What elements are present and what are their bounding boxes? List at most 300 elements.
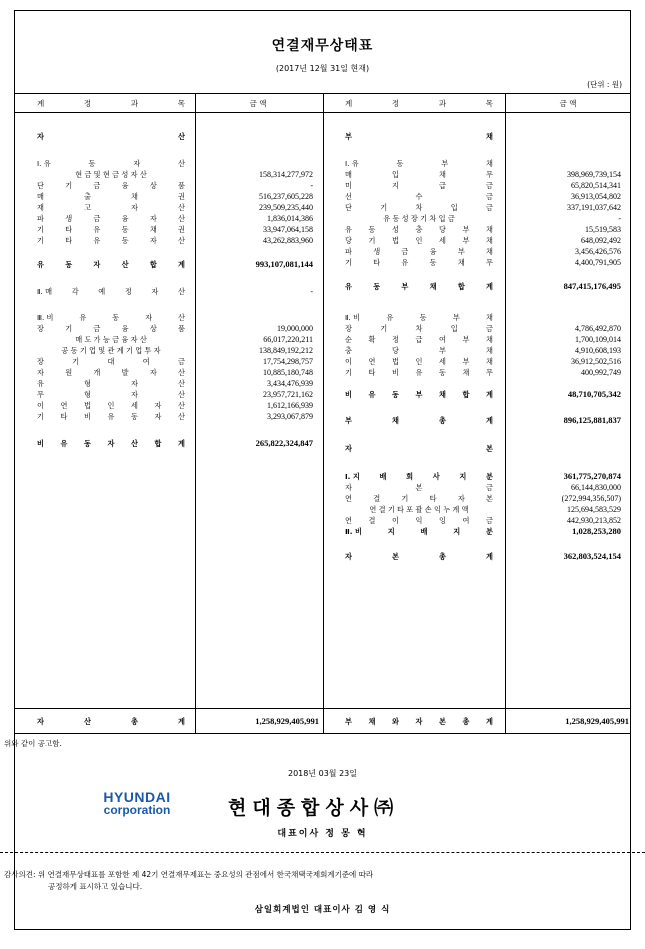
label-char: 타 xyxy=(60,412,68,421)
label-char: 타 xyxy=(65,225,73,234)
label-char: 개 xyxy=(93,368,101,377)
label-char: 자 xyxy=(37,132,44,141)
label-char: 동 xyxy=(396,159,404,168)
left-row-amount: - xyxy=(310,287,313,296)
label-char: 금 xyxy=(93,324,101,333)
label-char: Ⅱ. 비 xyxy=(345,313,361,322)
label-char: 산 xyxy=(178,236,185,245)
label-char: 부 xyxy=(345,717,352,726)
label-char: 산 xyxy=(178,203,185,212)
label-char: 법 xyxy=(392,236,399,245)
label-char: 채 xyxy=(462,368,470,377)
left-row-label xyxy=(37,438,185,449)
label-char: 유 xyxy=(107,412,115,421)
label-char: 연 결 기 타 포 괄 손 익 누 계 액 xyxy=(369,505,469,514)
left-row-label xyxy=(37,378,185,389)
label-char: 대 xyxy=(107,357,115,366)
label-char: 유 xyxy=(401,258,409,267)
label-char: 산 xyxy=(178,401,185,410)
label-char: 품 xyxy=(178,181,185,190)
left-row-label xyxy=(37,180,185,191)
label-char: 계 xyxy=(486,282,493,291)
label-char: 연 xyxy=(368,357,376,366)
label-char: Ⅲ. 비 xyxy=(37,313,54,322)
label-char: 금 xyxy=(178,357,185,366)
label-char: 원 xyxy=(65,368,73,377)
label-char: 배 xyxy=(420,527,428,536)
hyundai-corporation-logo xyxy=(82,791,192,817)
left-row-amount: 516,237,605,228 xyxy=(259,192,313,201)
left-row-amount: 3,293,067,879 xyxy=(267,412,313,421)
audit-opinion-line1: 감사의견: 위 연결재무상태표를 포함한 제 42기 연결재무제표는 중요성의 관점에서 한국채택국제회계기준에 따라 xyxy=(4,870,374,879)
label-char: 자 xyxy=(149,214,157,223)
label-char: 당 xyxy=(439,225,446,234)
left-row-amount: 17,754,298,757 xyxy=(263,357,313,366)
label-char: 단 xyxy=(345,203,352,212)
label-char: 공 동 기 업 및 관 계 기 업 투 자 xyxy=(61,346,161,355)
label-char: 생 xyxy=(65,214,73,223)
label-char: 비 xyxy=(84,412,91,421)
left-row-amount: 66,017,220,211 xyxy=(263,335,313,344)
label-char: 무 xyxy=(486,170,493,179)
label-char: 세 xyxy=(131,401,138,410)
right-row-label xyxy=(345,246,493,257)
label-char: 분 xyxy=(486,527,493,536)
label-char: 기 xyxy=(380,324,388,333)
right-row-label xyxy=(345,443,493,454)
right-row-label xyxy=(345,345,493,356)
label-char: 자 xyxy=(345,483,352,492)
label-char: 순 xyxy=(345,335,352,344)
label-char: 자 xyxy=(415,717,423,726)
label-char: 인 xyxy=(107,401,115,410)
left-row-label xyxy=(37,158,185,169)
label-char: 부 xyxy=(462,236,470,245)
document-date-subtitle: (2017년 12월 31일 현재) xyxy=(275,64,370,73)
publication-note: 위와 같이 공고함. xyxy=(4,739,62,748)
label-char: 동 xyxy=(368,225,376,234)
label-char: 연 xyxy=(345,494,352,503)
right-row-amount: 400,992,749 xyxy=(581,368,621,377)
left-row-label xyxy=(37,323,185,334)
label-char: 목 xyxy=(177,99,185,108)
left-row-amount: 19,000,000 xyxy=(277,324,313,333)
right-row-amount: 4,400,791,905 xyxy=(575,258,621,267)
label-char: 지 xyxy=(392,181,399,190)
right-row-amount: - xyxy=(618,214,621,223)
left-row-amount: 239,509,235,440 xyxy=(259,203,313,212)
label-char: 발 xyxy=(121,368,129,377)
label-char: 산 xyxy=(178,313,185,322)
unit-label: (단위 : 원) xyxy=(587,80,622,89)
label-char: 채 xyxy=(439,170,446,179)
label-char: 인 xyxy=(415,236,423,245)
label-char: 법 xyxy=(84,401,91,410)
label-char: 동 xyxy=(419,313,427,322)
label-char: 채 xyxy=(131,192,138,201)
label-char: 계 xyxy=(37,99,45,108)
label-char: 출 xyxy=(84,192,91,201)
label-char: 동 xyxy=(373,282,381,291)
right-row-label xyxy=(345,526,493,537)
label-char: 기 xyxy=(72,357,80,366)
label-char: 총 xyxy=(131,717,138,726)
right-row-label xyxy=(345,334,493,345)
label-char: 계 xyxy=(486,552,493,561)
label-char: 성 xyxy=(392,225,399,234)
label-char: 채 xyxy=(392,416,399,425)
label-char: 급 xyxy=(439,181,446,190)
label-char: 채 xyxy=(486,346,493,355)
label-char: 지 xyxy=(459,472,467,481)
label-char: 금 xyxy=(486,203,493,212)
right-row-label xyxy=(345,131,493,142)
label-char: 자 xyxy=(131,390,138,399)
right-row-amount: 36,913,054,802 xyxy=(571,192,621,201)
label-char: 동 xyxy=(121,225,129,234)
label-char: 자 xyxy=(149,236,157,245)
left-row-amount: 43,262,883,960 xyxy=(263,236,313,245)
label-char: 급 xyxy=(415,335,423,344)
label-char: 부 xyxy=(462,335,470,344)
label-char: 유 xyxy=(415,368,423,377)
left-row-label xyxy=(37,400,185,411)
right-row-label xyxy=(345,471,493,482)
label-char: 당 xyxy=(345,236,352,245)
label-char: 유 xyxy=(93,236,101,245)
label-char: 총 xyxy=(439,552,446,561)
label-char: 동 xyxy=(112,313,120,322)
right-row-label xyxy=(345,504,493,515)
left-row-label xyxy=(37,389,185,400)
label-char: 산 xyxy=(131,439,138,448)
label-char: 매 도 가 능 금 융 자 산 xyxy=(75,335,147,344)
label-char: 정 xyxy=(83,99,92,108)
left-row-amount: 265,822,324,847 xyxy=(255,438,313,448)
label-char: 여 xyxy=(142,357,150,366)
label-char: 무 xyxy=(37,390,44,399)
label-char: 계 xyxy=(486,416,493,425)
right-row-amount: 66,144,830,000 xyxy=(571,483,621,492)
right-row-label xyxy=(345,515,493,526)
left-row-label xyxy=(37,224,185,235)
label-char: Ⅰ. 유 xyxy=(345,159,359,168)
label-char: 금 xyxy=(486,324,493,333)
label-char: 유 동 성 장 기 차 입 금 xyxy=(383,214,455,223)
label-char: 채 xyxy=(486,335,493,344)
totals-bottom-rule xyxy=(15,733,630,734)
label-char: 비 xyxy=(37,439,44,448)
label-char: 형 xyxy=(84,390,91,399)
right-row-label xyxy=(345,493,493,504)
label-char: 예 xyxy=(98,287,106,296)
label-char: 유 xyxy=(368,390,376,399)
publication-date: 2018년 03월 23일 xyxy=(288,769,357,778)
label-char: 산 xyxy=(178,214,185,223)
left-row-label xyxy=(37,286,185,297)
label-char: 계 xyxy=(178,717,185,726)
label-char: 자 xyxy=(345,552,352,561)
label-char: 타 xyxy=(368,368,376,377)
label-char: 부 xyxy=(439,346,446,355)
label-char: 부 xyxy=(401,282,409,291)
label-char: 동 xyxy=(65,260,73,269)
label-char: 재 xyxy=(37,203,44,212)
label-char: 단 xyxy=(37,181,44,190)
right-row-amount: 36,912,502,516 xyxy=(571,357,621,366)
label-char: 산 xyxy=(121,260,129,269)
label-char: 타 xyxy=(65,236,73,245)
label-char: 산 xyxy=(178,159,185,168)
right-row-label xyxy=(345,257,493,268)
audit-opinion-line2: 공정하게 표시하고 있습니다. xyxy=(48,882,143,891)
label-char: 회 xyxy=(406,472,414,481)
label-char: 선 xyxy=(345,192,352,201)
right-row-amount: 65,820,514,341 xyxy=(571,181,621,190)
label-char: 부 xyxy=(345,416,352,425)
left-row-label xyxy=(37,202,185,213)
label-char: Ⅰ. 지 xyxy=(345,472,360,481)
label-char: 고 xyxy=(84,203,91,212)
left-row-amount: 3,434,476,939 xyxy=(267,379,313,388)
label-char: 총 xyxy=(439,416,446,425)
label-char: 계 xyxy=(486,390,493,399)
label-char: 산 xyxy=(178,287,185,296)
label-char: 자 xyxy=(149,368,157,377)
left-row-label xyxy=(37,334,185,345)
label-char: 동 xyxy=(84,439,91,448)
label-char: 합 xyxy=(154,439,162,448)
left-row-label xyxy=(37,345,185,356)
label-char: 와 xyxy=(392,717,399,726)
left-row-label xyxy=(37,367,185,378)
label-char: 수 xyxy=(415,192,423,201)
label-char: 입 xyxy=(392,170,399,179)
right-row-amount: 4,910,608,193 xyxy=(575,346,621,355)
right-row-label xyxy=(345,169,493,180)
label-char: 기 xyxy=(345,368,352,377)
label-char: 동 xyxy=(439,368,446,377)
label-char: 부 xyxy=(462,357,470,366)
label-char: 총 xyxy=(462,717,470,726)
label-char: 금 xyxy=(93,181,101,190)
label-char: 생 xyxy=(373,247,381,256)
left-row-label xyxy=(37,356,185,367)
label-char: 부 xyxy=(462,225,470,234)
left-row-label xyxy=(37,169,185,180)
right-row-amount: 4,786,492,870 xyxy=(575,324,621,333)
total-assets-amount: 1,258,929,405,991 xyxy=(255,716,319,726)
label-char: 확 xyxy=(368,335,376,344)
label-char: 계 xyxy=(178,439,185,448)
label-char: 차 xyxy=(415,324,423,333)
label-char: 산 xyxy=(178,379,185,388)
label-char: 본 xyxy=(392,552,399,561)
label-char: 동 xyxy=(429,258,437,267)
label-char: 기 xyxy=(65,324,73,333)
left-row-amount: 23,957,721,162 xyxy=(263,390,313,399)
label-char: 이 xyxy=(37,401,44,410)
label-char: 채 xyxy=(486,225,493,234)
label-char: 금 xyxy=(486,192,493,201)
label-char: 미 xyxy=(345,181,352,190)
label-char: 인 xyxy=(415,357,423,366)
label-char: 유 xyxy=(79,313,87,322)
left-row-label xyxy=(37,131,185,142)
label-char: 채 xyxy=(457,258,465,267)
label-char: Ⅱ. 매 xyxy=(37,287,53,296)
label-char: 자 xyxy=(154,401,162,410)
left-row-amount: 138,849,192,212 xyxy=(259,346,313,355)
label-char: 부 xyxy=(415,390,423,399)
company-name: 현대종합상사㈜ xyxy=(228,797,400,819)
right-row-label xyxy=(345,389,493,400)
label-char: 자 xyxy=(133,159,141,168)
label-char: 연 xyxy=(345,516,352,525)
label-char: 융 xyxy=(121,181,129,190)
right-row-amount: 442,930,213,852 xyxy=(567,516,621,525)
label-char: 채 xyxy=(368,717,376,726)
label-char: 합 xyxy=(149,260,157,269)
label-char: 채 xyxy=(486,236,493,245)
label-char: 여 xyxy=(439,335,446,344)
label-char: 상 xyxy=(149,181,157,190)
right-row-label xyxy=(345,415,493,426)
right-row-label xyxy=(345,158,493,169)
left-row-amount: 1,836,014,386 xyxy=(267,214,313,223)
label-char: 채 xyxy=(486,247,493,256)
label-char: 기 xyxy=(65,181,73,190)
label-char: 각 xyxy=(71,287,79,296)
label-char: 기 xyxy=(37,412,44,421)
label-char: 합 xyxy=(457,282,465,291)
right-row-amount: 847,415,176,495 xyxy=(563,281,621,291)
label-char: 이 xyxy=(392,516,399,525)
right-row-label xyxy=(345,367,493,378)
label-char: 계 xyxy=(486,717,493,726)
left-account-header xyxy=(37,98,185,110)
label-char: Ⅰ. 유 xyxy=(37,159,51,168)
totals-top-rule xyxy=(15,708,630,709)
left-row-amount: 33,947,064,158 xyxy=(263,225,313,234)
label-char: 동 xyxy=(131,412,138,421)
right-row-label xyxy=(345,202,493,213)
label-char: 법 xyxy=(392,357,399,366)
right-row-label xyxy=(345,213,493,224)
right-row-label xyxy=(345,180,493,191)
label-char: 금 xyxy=(93,214,101,223)
label-char: 계 xyxy=(178,260,185,269)
right-amount-header: 금 액 xyxy=(559,99,577,108)
label-char: 융 xyxy=(121,324,129,333)
label-char: 장 xyxy=(37,357,44,366)
left-row-amount: 158,314,277,972 xyxy=(259,170,313,179)
label-char: 기 xyxy=(37,236,44,245)
label-char: 비 xyxy=(392,368,399,377)
left-row-amount: - xyxy=(310,181,313,190)
label-char: 유 xyxy=(37,260,44,269)
label-char: 입 xyxy=(450,324,458,333)
right-row-amount: (272,994,356,507) xyxy=(561,494,621,503)
label-char: 본 xyxy=(486,444,493,453)
right-row-label xyxy=(345,235,493,246)
label-char: 장 xyxy=(345,324,352,333)
left-row-label xyxy=(37,411,185,422)
label-char: 기 xyxy=(401,494,409,503)
label-char: 품 xyxy=(178,324,185,333)
label-char: 산 xyxy=(178,412,185,421)
label-char: 결 xyxy=(368,516,376,525)
label-char: 부 xyxy=(345,132,352,141)
label-char: 매 xyxy=(37,192,44,201)
auditor-name: 삼일회계법인 대표이사 김 영 식 xyxy=(254,905,391,915)
label-char: 파 xyxy=(37,214,44,223)
label-char: 채 xyxy=(486,159,493,168)
label-char: 융 xyxy=(429,247,437,256)
label-char: 비 xyxy=(345,390,352,399)
label-char: 이 xyxy=(345,357,352,366)
label-char: 충 xyxy=(415,225,423,234)
label-char: 무 xyxy=(486,368,493,377)
left-row-label xyxy=(37,213,185,224)
label-char: 금 xyxy=(486,516,493,525)
label-char: 합 xyxy=(462,390,470,399)
dashed-divider xyxy=(0,852,645,853)
label-char: 당 xyxy=(392,346,399,355)
right-row-label xyxy=(345,191,493,202)
label-char: 자 xyxy=(93,260,101,269)
total-liabilities-equity-label xyxy=(345,716,493,727)
label-char: 자 xyxy=(345,444,352,453)
label-char: 장 xyxy=(37,324,44,333)
label-char: 기 xyxy=(345,258,352,267)
label-char: 채 xyxy=(486,313,493,322)
label-char: 지 xyxy=(387,527,395,536)
total-liabilities-equity-amount: 1,258,929,405,991 xyxy=(565,716,629,726)
label-char: 계 xyxy=(345,99,353,108)
left-row-amount: 993,107,081,144 xyxy=(255,259,313,269)
right-row-amount: 361,775,270,874 xyxy=(563,471,621,481)
label-char: 유 xyxy=(386,313,394,322)
label-char: 채 xyxy=(486,357,493,366)
right-row-label xyxy=(345,323,493,334)
label-char: 자 xyxy=(457,494,465,503)
label-char: 정 xyxy=(124,287,132,296)
label-char: 결 xyxy=(373,494,381,503)
label-char: 부 xyxy=(441,159,449,168)
label-char: 지 xyxy=(453,527,461,536)
left-amount-header: 금 액 xyxy=(249,99,267,108)
label-char: 금 xyxy=(486,483,493,492)
label-char: 과 xyxy=(130,99,139,108)
label-char: 권 xyxy=(178,225,185,234)
right-account-header xyxy=(345,98,493,110)
label-char: 정 xyxy=(392,335,399,344)
right-row-amount: 3,456,426,576 xyxy=(575,247,621,256)
label-char: 자 xyxy=(154,412,162,421)
left-row-label xyxy=(37,235,185,246)
label-char: 유 xyxy=(345,225,352,234)
label-char: 유 xyxy=(37,379,44,388)
right-row-label xyxy=(345,482,493,493)
right-row-label xyxy=(345,356,493,367)
label-char: 무 xyxy=(486,258,493,267)
label-char: 차 xyxy=(415,203,423,212)
label-char: 연 xyxy=(60,401,68,410)
label-char: Ⅱ. 비 xyxy=(345,527,362,536)
label-char: 유 xyxy=(93,225,101,234)
label-char: 동 xyxy=(88,159,96,168)
